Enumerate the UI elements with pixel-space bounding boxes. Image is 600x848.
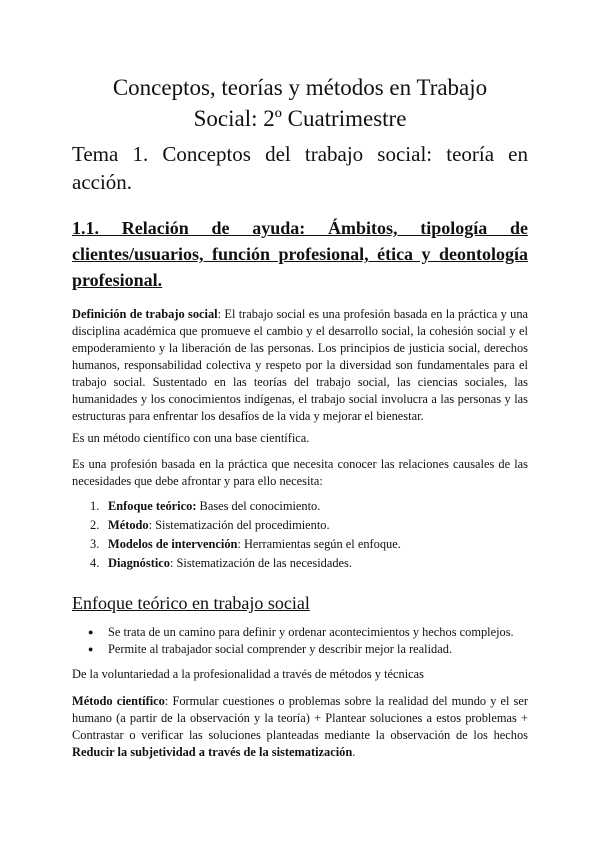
definition-label: Definición de trabajo social (72, 307, 218, 321)
needs-list (72, 497, 528, 573)
document-title (72, 72, 528, 134)
list-item: 2. Método: Sistematización del procedimiento. (90, 518, 330, 532)
definition-text: : El trabajo social es una profesión basada en la práctica y una disciplina académica que promueve el cambio y el desarrollo social, la cohesión social y el empoderamiento y la liberación de las personas. Los principios de justicia social, derechos humanos, responsabilidad colectiva y respeto por la diversidad son fundamentales para el trabajo social. Sustentado en las teorías del trabajo social, las ciencias sociales, las humanidades y los conocimientos indígenas, el trabajo social involucra a las personas y las estructuras para enfrentar los desafíos de la vida y mejorar el bienestar. (72, 307, 529, 423)
list-item: 3. Modelos de intervención: Herramientas según el enfoque. (90, 537, 401, 551)
list-item: 4. Diagnóstico: Sistematización de las necesidades. (90, 556, 352, 570)
voluntariedad-paragraph: De la voluntariedad a la profesionalidad a través de métodos y técnicas (72, 667, 424, 681)
metodo-cientifico-label: Método científico (72, 694, 165, 708)
profesion-paragraph: Es una profesión basada en la práctica que necesita conocer las relaciones causales de las necesidades que debe afrontar y para ello necesita: (72, 457, 528, 488)
enfoque-heading: Enfoque teórico en trabajo social (72, 593, 310, 613)
title-line-1: Conceptos, teorías y métodos en Trabajo (112, 75, 488, 100)
list-item: 1. Enfoque teórico: Bases del conocimiento. (90, 499, 321, 513)
list-item: ● Permite al trabajador social comprender y describir mejor la realidad. (88, 642, 453, 656)
metodo-paragraph: Es un método científico con una base científica. (72, 431, 310, 445)
metodo-cientifico-paragraph: Método científico: Formular cuestiones o problemas sobre la realidad del mundo y el ser humano (a partir de la observación y la teoría) + Plantear soluciones a estos problemas + Contrastar o verificar las soluciones planteadas mediante la observación de los hechos Reducir la subjetividad a través de la sistematización. (72, 694, 528, 759)
bullet-icon: ● (88, 627, 94, 637)
subsection-heading: 1.1. Relación de ayuda: Ámbitos, tipología de clientes/usuarios, función profesional, ética y deontología profesional. (72, 218, 528, 290)
title-line-2: Social: 2º Cuatrimestre (193, 106, 407, 131)
enfoque-bullet-list (72, 624, 528, 658)
definition-paragraph (72, 306, 528, 425)
list-item: ● Se trata de un camino para definir y ordenar acontecimientos y hechos complejos. (88, 625, 514, 639)
tema-heading: Tema 1. Conceptos del trabajo social: teoría en acción. (72, 142, 528, 194)
bullet-icon: ● (88, 644, 94, 654)
